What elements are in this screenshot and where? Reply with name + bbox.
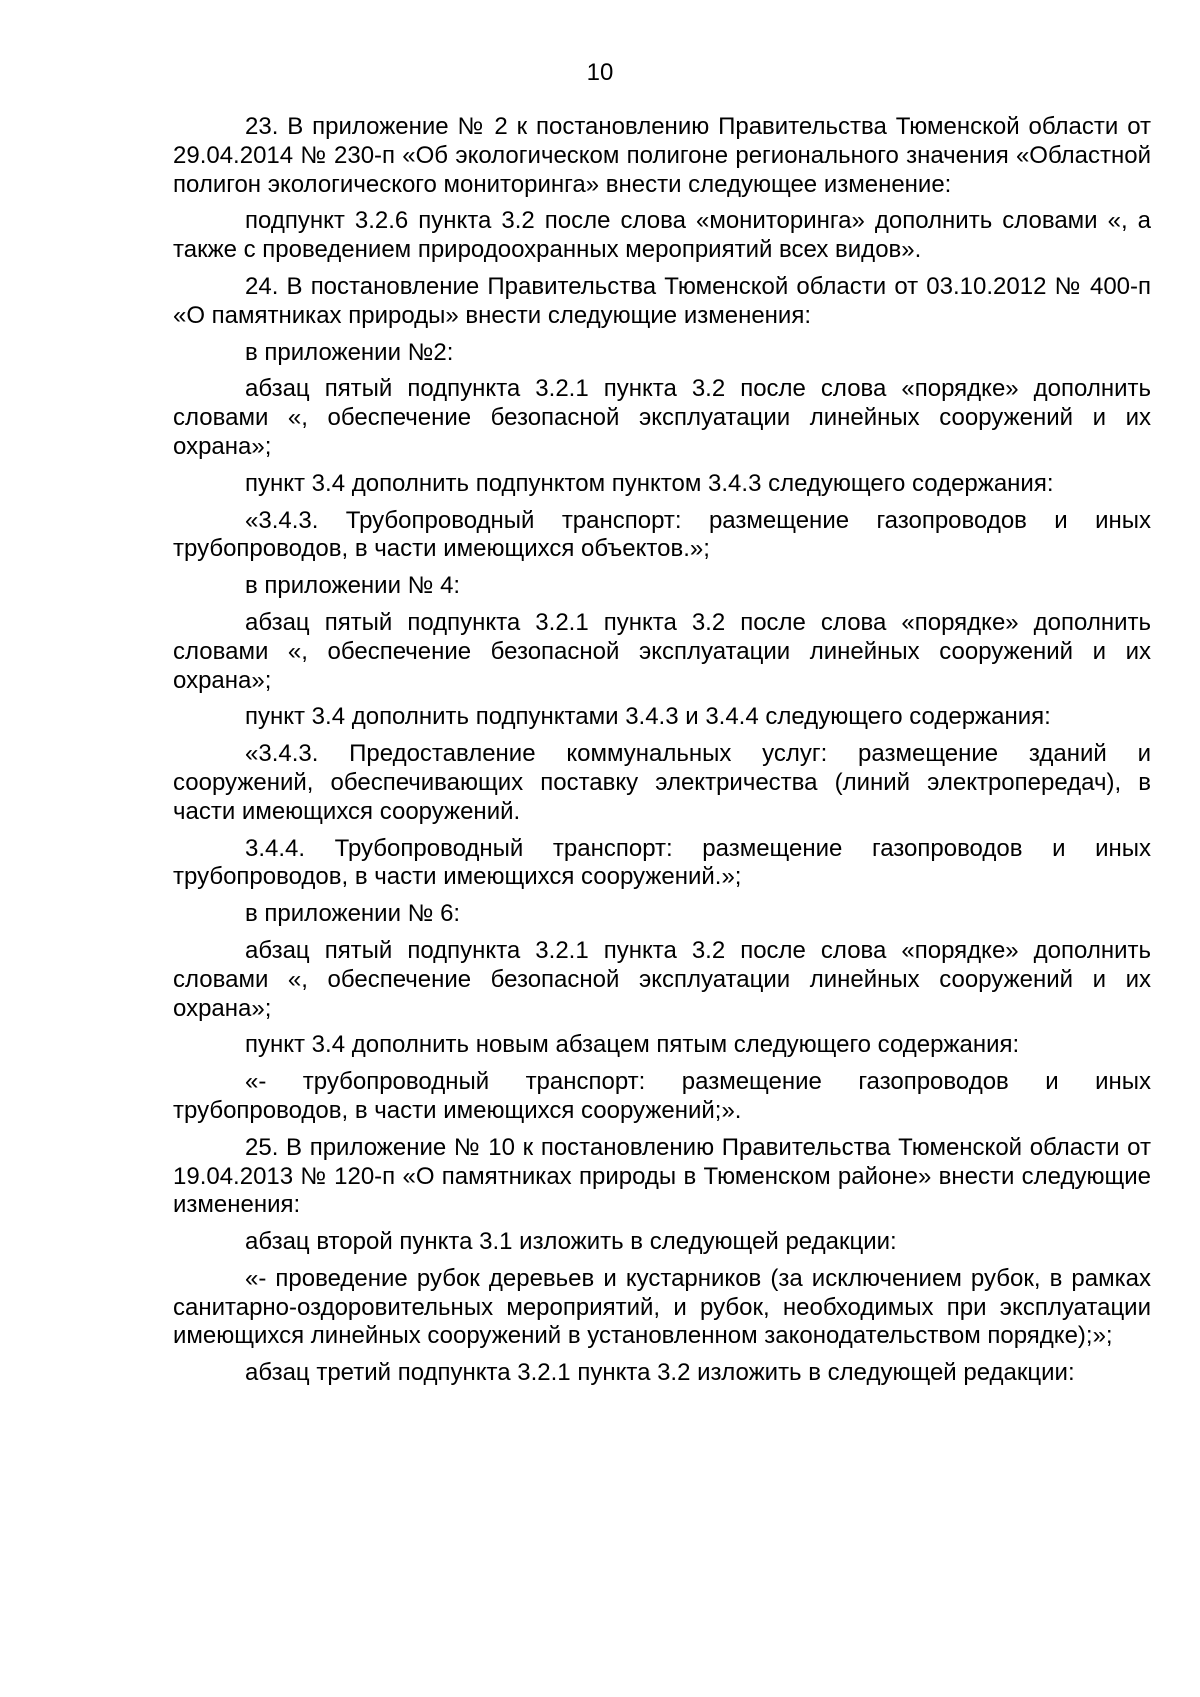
paragraph-item-25-intro: 25. В приложение № 10 к постановлению Правительства Тюменской области от 19.04.2013 № 120-п «О памятниках природы в Тюменском районе» внести следующие изменения: xyxy=(173,1133,1151,1219)
paragraph-point-3-1-quote: «- проведение рубок деревьев и кустарников (за исключением рубок, в рамках санитарно-оздоровительных мероприятий, и рубок, необходимых при эксплуатации имеющихся линейных сооружений в установленном законодательством порядке);»; xyxy=(173,1264,1151,1350)
paragraph-item-24-intro: 24. В постановление Правительства Тюменской области от 03.10.2012 № 400-п «О памятниках природы» внести следующие изменения: xyxy=(173,272,1151,329)
paragraph-appendix-6-heading: в приложении № 6: xyxy=(245,900,461,928)
paragraph-appendix-2-heading: в приложении №2: xyxy=(245,338,454,366)
paragraph-appendix-4-point-3-4: пункт 3.4 дополнить подпунктами 3.4.3 и 3.4.4 следующего содержания: xyxy=(245,703,1051,731)
document-body xyxy=(173,113,1151,1396)
paragraph-appendix-2-quote-3-4-3: «3.4.3. Трубопроводный транспорт: размещение газопроводов и иных трубопроводов, в части имеющихся объектов.»; xyxy=(173,506,1151,563)
paragraph-appendix-2-point-3-4: пункт 3.4 дополнить подпунктом пунктом 3.4.3 следующего содержания: xyxy=(245,469,1054,497)
paragraph-point-3-1-heading: абзац второй пункта 3.1 изложить в следующей редакции: xyxy=(245,1228,897,1256)
paragraph-appendix-4-abzac: абзац пятый подпункта 3.2.1 пункта 3.2 после слова «порядке» дополнить словами «, обеспечение безопасной эксплуатации линейных сооружений и их охрана»; xyxy=(173,608,1151,694)
paragraph-appendix-4-quote-3-4-4: 3.4.4. Трубопроводный транспорт: размещение газопроводов и иных трубопроводов, в части имеющихся сооружений.»; xyxy=(173,834,1151,891)
paragraph-appendix-4-quote-3-4-3: «3.4.3. Предоставление коммунальных услуг: размещение зданий и сооружений, обеспечивающих поставку электричества (линий электропередач), в части имеющихся сооружений. xyxy=(173,740,1151,825)
page-number: 10 xyxy=(586,59,614,86)
paragraph-appendix-6-point-3-4: пункт 3.4 дополнить новым абзацем пятым следующего содержания: xyxy=(245,1031,1020,1059)
paragraph-appendix-6-abzac: абзац пятый подпункта 3.2.1 пункта 3.2 после слова «порядке» дополнить словами «, обеспечение безопасной эксплуатации линейных сооружений и их охрана»; xyxy=(173,936,1151,1022)
paragraph-subpoint-3-2-6: подпункт 3.2.6 пункта 3.2 после слова «мониторинга» дополнить словами «, а также с проведением природоохранных мероприятий всех видов». xyxy=(173,207,1151,264)
paragraph-appendix-4-heading: в приложении № 4: xyxy=(245,572,461,600)
paragraph-subpoint-3-2-1-heading: абзац третий подпункта 3.2.1 пункта 3.2 изложить в следующей редакции: xyxy=(245,1359,1075,1387)
paragraph-appendix-6-quote: «- трубопроводный транспорт: размещение газопроводов и иных трубопроводов, в части имеющихся сооружений;». xyxy=(173,1068,1151,1124)
paragraph-item-23-intro: 23. В приложение № 2 к постановлению Правительства Тюменской области от 29.04.2014 № 230-п «Об экологическом полигоне регионального значения «Областной полигон экологического мониторинга» внести следующее изменение: xyxy=(173,113,1151,198)
paragraph-appendix-2-abzac: абзац пятый подпункта 3.2.1 пункта 3.2 после слова «порядке» дополнить словами «, обеспечение безопасной эксплуатации линейных сооружений и их охрана»; xyxy=(173,375,1151,460)
